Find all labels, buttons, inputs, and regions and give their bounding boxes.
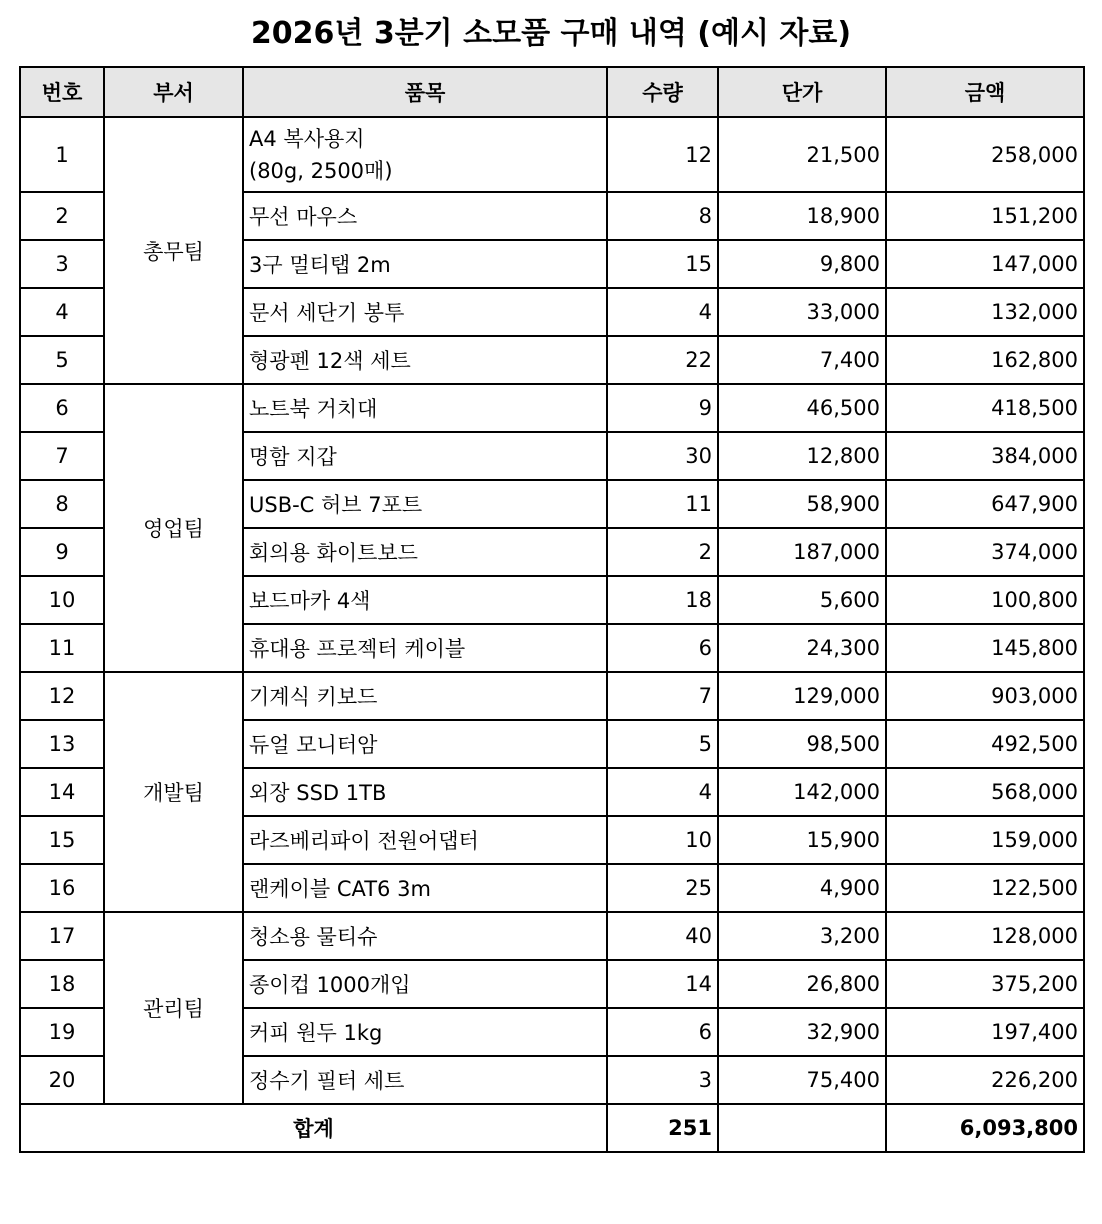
header-price: 단가 xyxy=(718,67,886,117)
row-no: 11 xyxy=(20,624,104,672)
row-item: 기계식 키보드 xyxy=(243,672,607,720)
row-price: 9,800 xyxy=(718,240,886,288)
row-amount: 147,000 xyxy=(886,240,1084,288)
header-row xyxy=(20,67,1084,117)
header-no: 번호 xyxy=(20,67,104,117)
row-qty: 14 xyxy=(607,960,718,1008)
row-amount: 418,500 xyxy=(886,384,1084,432)
row-item: 명함 지갑 xyxy=(243,432,607,480)
table-row xyxy=(20,672,1084,720)
row-amount: 100,800 xyxy=(886,576,1084,624)
row-item xyxy=(243,117,607,192)
total-row xyxy=(20,1104,1084,1152)
row-no: 2 xyxy=(20,192,104,240)
row-qty: 10 xyxy=(607,816,718,864)
row-item: 휴대용 프로젝터 케이블 xyxy=(243,624,607,672)
row-price: 15,900 xyxy=(718,816,886,864)
row-price: 32,900 xyxy=(718,1008,886,1056)
row-no: 9 xyxy=(20,528,104,576)
row-price: 75,400 xyxy=(718,1056,886,1104)
row-item: 외장 SSD 1TB xyxy=(243,768,607,816)
row-qty: 2 xyxy=(607,528,718,576)
row-qty: 3 xyxy=(607,1056,718,1104)
row-qty: 9 xyxy=(607,384,718,432)
row-price: 187,000 xyxy=(718,528,886,576)
row-no: 4 xyxy=(20,288,104,336)
total-qty: 251 xyxy=(607,1104,718,1152)
row-price: 24,300 xyxy=(718,624,886,672)
row-price: 21,500 xyxy=(718,117,886,192)
row-no: 17 xyxy=(20,912,104,960)
row-amount: 384,000 xyxy=(886,432,1084,480)
row-item: 문서 세단기 봉투 xyxy=(243,288,607,336)
row-item: 형광펜 12색 세트 xyxy=(243,336,607,384)
row-no: 1 xyxy=(20,117,104,192)
row-qty: 30 xyxy=(607,432,718,480)
row-no: 8 xyxy=(20,480,104,528)
row-price: 33,000 xyxy=(718,288,886,336)
row-no: 15 xyxy=(20,816,104,864)
row-qty: 40 xyxy=(607,912,718,960)
row-item: 회의용 화이트보드 xyxy=(243,528,607,576)
row-item: 노트북 거치대 xyxy=(243,384,607,432)
dept-cell: 영업팀 xyxy=(104,384,243,672)
row-item: 종이컵 1000개입 xyxy=(243,960,607,1008)
row-amount: 568,000 xyxy=(886,768,1084,816)
row-no: 13 xyxy=(20,720,104,768)
row-qty: 4 xyxy=(607,288,718,336)
total-label: 합계 xyxy=(20,1104,607,1152)
header-amount: 금액 xyxy=(886,67,1084,117)
row-qty: 11 xyxy=(607,480,718,528)
row-price: 4,900 xyxy=(718,864,886,912)
row-amount: 151,200 xyxy=(886,192,1084,240)
row-qty: 6 xyxy=(607,1008,718,1056)
row-amount: 128,000 xyxy=(886,912,1084,960)
row-qty: 15 xyxy=(607,240,718,288)
row-no: 3 xyxy=(20,240,104,288)
row-price: 18,900 xyxy=(718,192,886,240)
row-item: 무선 마우스 xyxy=(243,192,607,240)
row-no: 18 xyxy=(20,960,104,1008)
row-qty: 6 xyxy=(607,624,718,672)
row-qty: 4 xyxy=(607,768,718,816)
row-amount: 258,000 xyxy=(886,117,1084,192)
row-item: 보드마카 4색 xyxy=(243,576,607,624)
row-item: 청소용 물티슈 xyxy=(243,912,607,960)
row-item: 커피 원두 1kg xyxy=(243,1008,607,1056)
row-amount: 375,200 xyxy=(886,960,1084,1008)
dept-cell: 총무팀 xyxy=(104,117,243,384)
row-item-line2: (80g, 2500매) xyxy=(249,158,393,183)
row-price: 3,200 xyxy=(718,912,886,960)
row-amount: 903,000 xyxy=(886,672,1084,720)
row-qty: 8 xyxy=(607,192,718,240)
row-price: 46,500 xyxy=(718,384,886,432)
row-amount: 122,500 xyxy=(886,864,1084,912)
row-item: 라즈베리파이 전원어댑터 xyxy=(243,816,607,864)
table-row xyxy=(20,912,1084,960)
dept-cell: 관리팀 xyxy=(104,912,243,1104)
table-row xyxy=(20,117,1084,192)
row-item: 듀얼 모니터암 xyxy=(243,720,607,768)
total-price xyxy=(718,1104,886,1152)
row-no: 5 xyxy=(20,336,104,384)
row-amount: 197,400 xyxy=(886,1008,1084,1056)
row-item: USB-C 허브 7포트 xyxy=(243,480,607,528)
row-amount: 647,900 xyxy=(886,480,1084,528)
row-price: 26,800 xyxy=(718,960,886,1008)
header-qty: 수량 xyxy=(607,67,718,117)
row-item: 랜케이블 CAT6 3m xyxy=(243,864,607,912)
row-no: 7 xyxy=(20,432,104,480)
row-no: 10 xyxy=(20,576,104,624)
row-price: 7,400 xyxy=(718,336,886,384)
dept-cell: 개발팀 xyxy=(104,672,243,912)
row-qty: 25 xyxy=(607,864,718,912)
row-price: 98,500 xyxy=(718,720,886,768)
row-amount: 226,200 xyxy=(886,1056,1084,1104)
row-qty: 5 xyxy=(607,720,718,768)
row-price: 5,600 xyxy=(718,576,886,624)
row-no: 12 xyxy=(20,672,104,720)
row-no: 14 xyxy=(20,768,104,816)
row-amount: 159,000 xyxy=(886,816,1084,864)
page-title: 2026년 3분기 소모품 구매 내역 (예시 자료) xyxy=(250,16,852,51)
header-item: 품목 xyxy=(243,67,607,117)
row-no: 16 xyxy=(20,864,104,912)
row-qty: 18 xyxy=(607,576,718,624)
row-item: 3구 멀티탭 2m xyxy=(243,240,607,288)
row-price: 129,000 xyxy=(718,672,886,720)
row-no: 19 xyxy=(20,1008,104,1056)
row-price: 142,000 xyxy=(718,768,886,816)
row-qty: 7 xyxy=(607,672,718,720)
row-item: 정수기 필터 세트 xyxy=(243,1056,607,1104)
row-amount: 374,000 xyxy=(886,528,1084,576)
row-amount: 162,800 xyxy=(886,336,1084,384)
row-price: 12,800 xyxy=(718,432,886,480)
row-price: 58,900 xyxy=(718,480,886,528)
row-qty: 22 xyxy=(607,336,718,384)
purchase-table xyxy=(19,66,1085,1153)
row-no: 6 xyxy=(20,384,104,432)
row-amount: 492,500 xyxy=(886,720,1084,768)
row-qty: 12 xyxy=(607,117,718,192)
table-row xyxy=(20,384,1084,432)
row-no: 20 xyxy=(20,1056,104,1104)
row-item-line1: A4 복사용지 xyxy=(249,126,365,151)
row-amount: 132,000 xyxy=(886,288,1084,336)
row-amount: 145,800 xyxy=(886,624,1084,672)
header-dept: 부서 xyxy=(104,67,243,117)
total-amount: 6,093,800 xyxy=(886,1104,1084,1152)
